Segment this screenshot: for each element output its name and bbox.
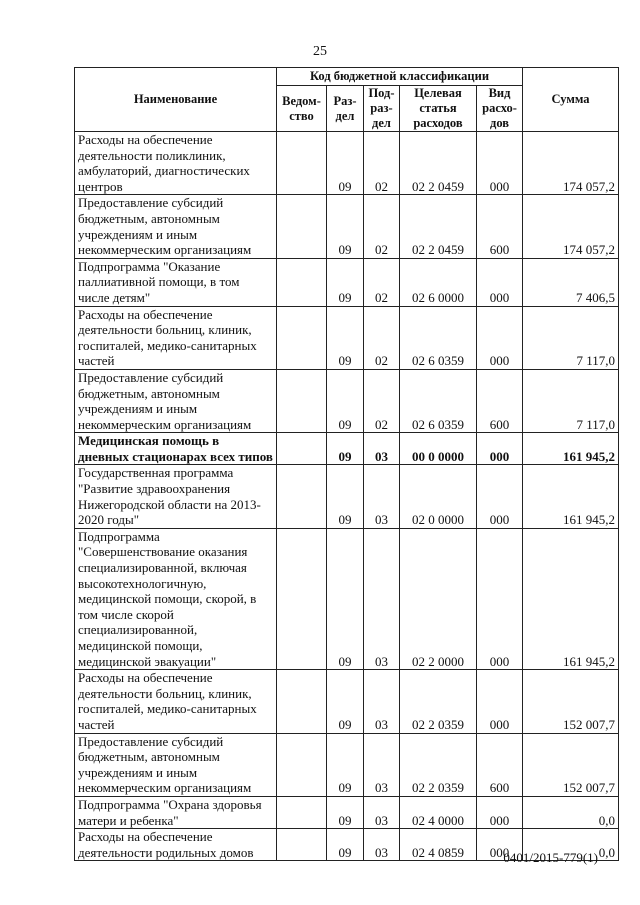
cell-sum: 161 945,2 (523, 528, 619, 669)
cell-name: Подпрограмма "Совершенствование оказания специализированной, включая высокотехнологичную, медицинской помощи, скорой, в том числе скорой специализированной, медицинской помощи, медицинской эвакуации" (75, 528, 277, 669)
table-row (75, 258, 619, 306)
cell-vedomstvo (277, 258, 327, 306)
cell-sum: 7 117,0 (523, 306, 619, 369)
cell-sum: 7 406,5 (523, 258, 619, 306)
cell-expense-type: 000 (477, 670, 523, 733)
cell-sum: 0,0 (523, 829, 619, 861)
cell-podrazdel: 03 (364, 433, 400, 465)
cell-podrazdel: 03 (364, 733, 400, 796)
cell-name: Расходы на обеспечение деятельности больниц, клиник, госпиталей, медико-санитарных частей (75, 306, 277, 369)
header-podrazdel: Под-раз-дел (364, 86, 400, 132)
cell-vedomstvo (277, 796, 327, 828)
header-name: Наименование (75, 68, 277, 132)
cell-podrazdel: 03 (364, 796, 400, 828)
cell-target-article: 02 2 0000 (400, 528, 477, 669)
cell-sum: 0,0 (523, 796, 619, 828)
table-row (75, 796, 619, 828)
cell-podrazdel: 02 (364, 195, 400, 258)
table-row (75, 369, 619, 432)
cell-razdel: 09 (327, 132, 364, 195)
cell-vedomstvo (277, 369, 327, 432)
cell-expense-type: 000 (477, 465, 523, 528)
cell-target-article: 02 2 0459 (400, 132, 477, 195)
cell-expense-type: 000 (477, 433, 523, 465)
cell-name: Предоставление субсидий бюджетным, автономным учреждениям и иным некоммерческим организациям (75, 733, 277, 796)
page-number: 25 (313, 44, 327, 59)
cell-name: Государственная программа "Развитие здравоохранения Нижегородской области на 2013-2020 годы" (75, 465, 277, 528)
cell-sum: 161 945,2 (523, 433, 619, 465)
cell-target-article: 02 2 0459 (400, 195, 477, 258)
header-sum: Сумма (523, 68, 619, 132)
cell-expense-type: 000 (477, 796, 523, 828)
cell-vedomstvo (277, 733, 327, 796)
cell-vedomstvo (277, 528, 327, 669)
cell-expense-type: 000 (477, 132, 523, 195)
cell-expense-type: 600 (477, 369, 523, 432)
cell-razdel: 09 (327, 306, 364, 369)
header-target-article: Целевая статья расходов (400, 86, 477, 132)
table-row (75, 670, 619, 733)
cell-vedomstvo (277, 195, 327, 258)
table-row (75, 132, 619, 195)
cell-sum: 152 007,7 (523, 733, 619, 796)
cell-vedomstvo (277, 829, 327, 861)
cell-name: Предоставление субсидий бюджетным, автономным учреждениям и иным некоммерческим организациям (75, 369, 277, 432)
cell-target-article: 02 6 0359 (400, 306, 477, 369)
budget-table (74, 67, 619, 861)
cell-sum: 161 945,2 (523, 465, 619, 528)
cell-razdel: 09 (327, 733, 364, 796)
cell-vedomstvo (277, 306, 327, 369)
cell-vedomstvo (277, 433, 327, 465)
cell-razdel: 09 (327, 528, 364, 669)
document-code: 0401/2015-779(1) (503, 850, 598, 865)
cell-razdel: 09 (327, 195, 364, 258)
cell-name: Предоставление субсидий бюджетным, автономным учреждениям и иным некоммерческим организациям (75, 195, 277, 258)
cell-podrazdel: 03 (364, 829, 400, 861)
cell-vedomstvo (277, 465, 327, 528)
cell-sum: 7 117,0 (523, 369, 619, 432)
cell-podrazdel: 03 (364, 670, 400, 733)
cell-podrazdel: 02 (364, 369, 400, 432)
cell-razdel: 09 (327, 258, 364, 306)
cell-expense-type: 000 (477, 528, 523, 669)
table-row (75, 465, 619, 528)
cell-podrazdel: 02 (364, 132, 400, 195)
header-razdel: Раз-дел (327, 86, 364, 132)
cell-expense-type: 000 (477, 829, 523, 861)
cell-razdel: 09 (327, 829, 364, 861)
cell-razdel: 09 (327, 796, 364, 828)
cell-razdel: 09 (327, 433, 364, 465)
cell-target-article: 00 0 0000 (400, 433, 477, 465)
cell-vedomstvo (277, 670, 327, 733)
cell-target-article: 02 2 0359 (400, 733, 477, 796)
header-vedomstvo: Ведом-ство (277, 86, 327, 132)
cell-sum: 174 057,2 (523, 195, 619, 258)
cell-podrazdel: 03 (364, 528, 400, 669)
cell-name: Медицинская помощь в дневных стационарах всех типов (75, 433, 277, 465)
cell-target-article: 02 4 0000 (400, 796, 477, 828)
cell-vedomstvo (277, 132, 327, 195)
table-row (75, 433, 619, 465)
cell-target-article: 02 4 0859 (400, 829, 477, 861)
cell-name: Расходы на обеспечение деятельности поликлиник, амбулаторий, диагностических центров (75, 132, 277, 195)
table-row (75, 306, 619, 369)
cell-razdel: 09 (327, 670, 364, 733)
cell-sum: 152 007,7 (523, 670, 619, 733)
cell-name: Подпрограмма "Охрана здоровья матери и ребенка" (75, 796, 277, 828)
cell-podrazdel: 03 (364, 465, 400, 528)
cell-target-article: 02 2 0359 (400, 670, 477, 733)
cell-name: Подпрограмма "Оказание паллиативной помощи, в том числе детям" (75, 258, 277, 306)
cell-podrazdel: 02 (364, 306, 400, 369)
cell-name: Расходы на обеспечение деятельности больниц, клиник, госпиталей, медико-санитарных частей (75, 670, 277, 733)
table-body (75, 132, 619, 861)
cell-expense-type: 600 (477, 733, 523, 796)
cell-target-article: 02 6 0359 (400, 369, 477, 432)
table-row (75, 733, 619, 796)
cell-target-article: 02 0 0000 (400, 465, 477, 528)
cell-expense-type: 000 (477, 258, 523, 306)
cell-target-article: 02 6 0000 (400, 258, 477, 306)
table-row (75, 528, 619, 669)
cell-razdel: 09 (327, 465, 364, 528)
header-expense-type: Вид расхо-дов (477, 86, 523, 132)
cell-name: Расходы на обеспечение деятельности родильных домов (75, 829, 277, 861)
cell-sum: 174 057,2 (523, 132, 619, 195)
table-row (75, 195, 619, 258)
header-classification-group: Код бюджетной классификации (277, 68, 523, 86)
cell-expense-type: 000 (477, 306, 523, 369)
cell-razdel: 09 (327, 369, 364, 432)
cell-expense-type: 600 (477, 195, 523, 258)
cell-podrazdel: 02 (364, 258, 400, 306)
